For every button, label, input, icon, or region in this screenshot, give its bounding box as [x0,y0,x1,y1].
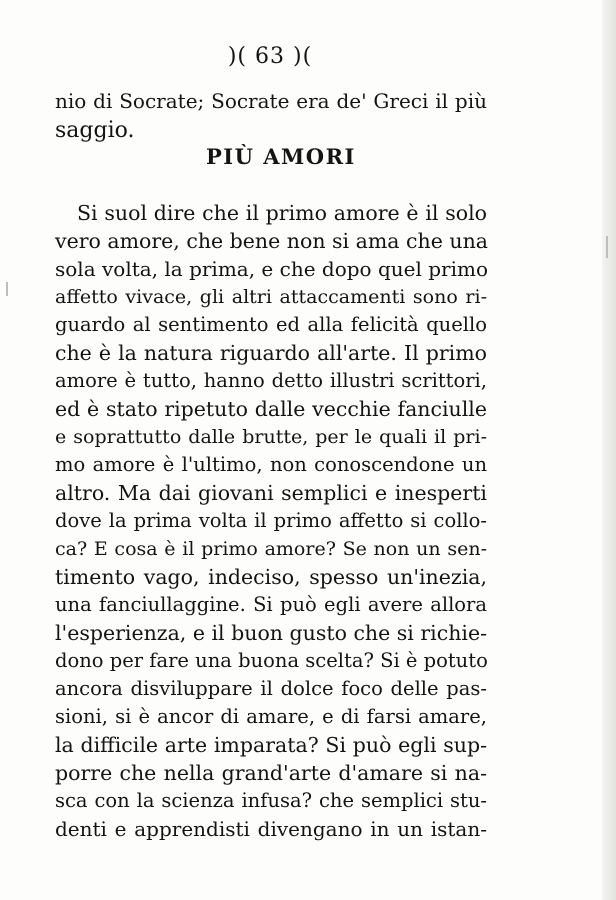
scan-mark [6,282,8,296]
text-line: la difficile arte imparata? Si può egli sup- [55,733,487,757]
text-line: ed è stato ripetuto dalle vecchie fanciulle [55,397,487,421]
text-line: porre che nella grand'arte d'amare si na- [55,761,487,785]
text-line: affetto vivace, gli altri attaccamenti sono ri- [55,286,487,308]
text-line: sioni, si è ancor di amare, e di farsi amare, [55,705,487,728]
text-line: denti e apprendisti divengano in un istan- [55,817,487,841]
chapter-title: PIÙ AMORI [206,144,356,169]
text-line: che è la natura riguardo all'arte. Il primo [55,341,487,365]
text-line: amore è tutto, hanno detto illustri scrittori, [55,369,487,392]
text-line: ancora disviluppare il dolce foco delle pas- [55,677,487,700]
text-line: nio di Socrate; Socrate era de' Greci il più [55,89,487,113]
text-line: dove la prima volta il primo affetto si collo- [55,509,487,532]
scan-mark [606,236,608,258]
text-line: dono per fare una buona scelta? Si è potuto [55,649,488,672]
page-edge-shadow [602,0,616,900]
text-line: guardo al sentimento ed alla felicità quello [55,313,487,336]
text-line: ca? E cosa è il primo amore? Se non un sen- [55,538,487,560]
text-line: una fanciullaggine. Si può egli avere allora [55,593,487,616]
page-number: )( 63 )( [227,44,313,69]
text-line: altro. Ma dai giovani semplici e inesperti [55,481,487,505]
text-line: mo amore è l'ultimo, non conoscendone un [55,453,487,476]
text-line: timento vago, indeciso, spesso un'inezia, [55,565,487,589]
text-line: vero amore, che bene non si ama che una [55,229,488,253]
text-line: sca con la scienza infusa? che semplici stu- [55,789,487,812]
text-line: saggio. [55,118,135,143]
text-line: Si suol dire che il primo amore è il solo [77,201,487,225]
text-line: sola volta, la prima, e che dopo quel primo [55,257,488,281]
text-line: e soprattutto dalle brutte, per le quali il pri- [55,426,487,448]
text-line: l'esperienza, e il buon gusto che si richie- [55,621,488,645]
